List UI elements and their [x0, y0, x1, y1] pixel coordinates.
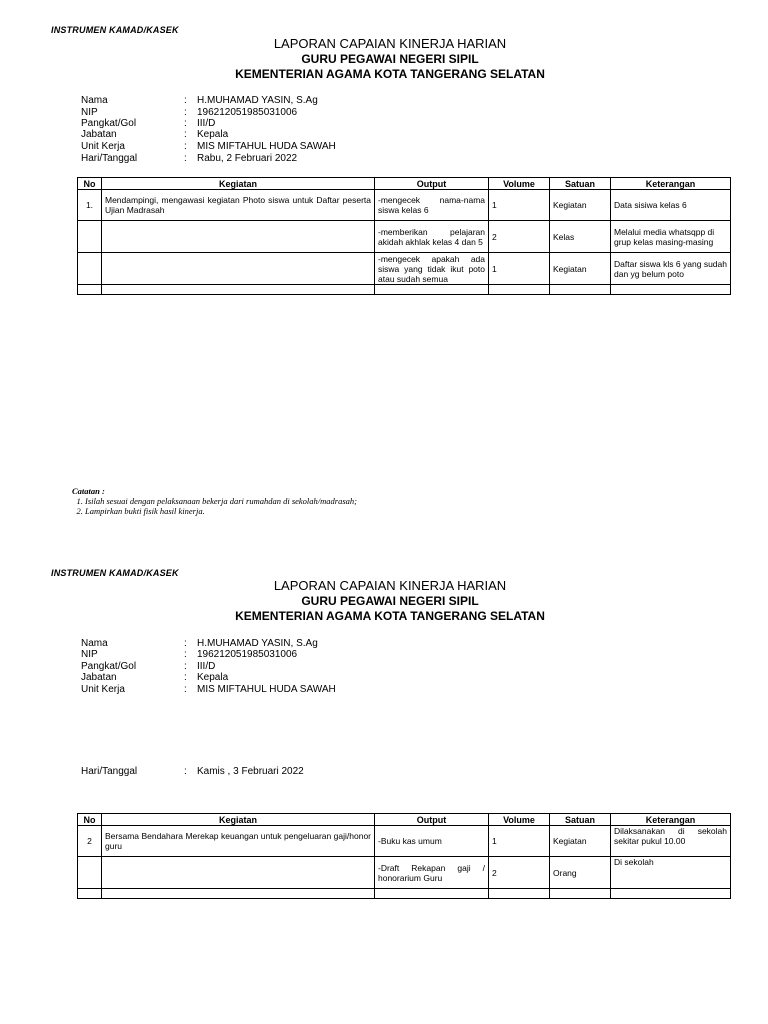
info-colon: :	[184, 638, 187, 649]
cell-output: -memberikan pelajaran akidah akhlak kelas 4 dan 5	[375, 221, 489, 253]
info-colon: :	[184, 118, 187, 129]
header-satuan: Satuan	[550, 814, 611, 826]
table-row	[78, 221, 731, 253]
note-item: 2. Lampirkan bukti fisik hasil kinerja.	[85, 506, 357, 516]
cell-kegiatan	[102, 857, 375, 889]
cell-output: -mengecek nama-nama siswa kelas 6	[375, 190, 489, 221]
cell-keterangan: Melalui media whatsqpp di grup kelas masing-masing	[611, 221, 731, 253]
table-header-row	[78, 814, 731, 826]
info-value: Kamis , 3 Februari 2022	[197, 766, 304, 777]
header-output: Output	[375, 178, 489, 190]
info-colon: :	[184, 672, 187, 683]
info-value: H.MUHAMAD YASIN, S.Ag	[197, 638, 318, 649]
info-value: Kepala	[197, 672, 229, 683]
notes-list	[72, 496, 357, 516]
info-value: MIS MIFTAHUL HUDA SAWAH	[197, 141, 336, 152]
table-row	[78, 253, 731, 285]
info-value: III/D	[197, 661, 216, 672]
info-value: Rabu, 2 Februari 2022	[197, 153, 298, 164]
info-label: Jabatan	[81, 672, 117, 683]
cell-kegiatan: Mendampingi, mengawasi kegiatan Photo siswa untuk Daftar peserta Ujian Madrasah	[102, 190, 375, 221]
cell-keterangan: Di sekolah	[611, 857, 731, 889]
info-value: 196212051985031006	[197, 107, 298, 118]
info-value: Kepala	[197, 129, 229, 140]
header-kegiatan: Kegiatan	[102, 178, 375, 190]
info-value: 196212051985031006	[197, 649, 298, 660]
info-label: NIP	[81, 649, 98, 660]
header-kegiatan: Kegiatan	[102, 814, 375, 826]
info-colon: :	[184, 95, 187, 106]
table-row	[78, 190, 731, 221]
info-label: Jabatan	[81, 129, 117, 140]
cell-output: -Draft Rekapan gaji / honorarium Guru	[375, 857, 489, 889]
info-label: Pangkat/Gol	[81, 661, 137, 672]
report-title: LAPORAN CAPAIAN KINERJA HARIAN	[273, 36, 507, 51]
info-colon: :	[184, 129, 187, 140]
header-no: No	[78, 178, 102, 190]
cell-volume: 2	[489, 857, 550, 889]
cell-kegiatan	[102, 285, 375, 295]
report-subtitle: GURU PEGAWAI NEGERI SIPIL	[301, 52, 479, 66]
report-institution: KEMENTERIAN AGAMA KOTA TANGERANG SELATAN	[235, 67, 545, 81]
cell-output: -Buku kas umum	[375, 826, 489, 857]
info-label: Nama	[81, 95, 108, 106]
activity-table	[77, 813, 731, 899]
cell-volume	[489, 889, 550, 899]
cell-output	[375, 889, 489, 899]
info-label: Unit Kerja	[81, 684, 125, 695]
cell-satuan	[550, 285, 611, 295]
cell-keterangan: Daftar siswa kls 6 yang sudah dan yg belum poto	[611, 253, 731, 285]
cell-no: 2	[78, 826, 102, 857]
info-value: MIS MIFTAHUL HUDA SAWAH	[197, 684, 336, 695]
table-row	[78, 857, 731, 889]
cell-no	[78, 221, 102, 253]
notes-title: Catatan :	[72, 486, 105, 496]
info-colon: :	[184, 766, 187, 777]
info-label: Pangkat/Gol	[81, 118, 137, 129]
info-label: Unit Kerja	[81, 141, 125, 152]
note-item: 1. Isilah sesuai dengan pelaksanaan bekerja dari rumahdan di sekolah/madrasah;	[85, 496, 357, 506]
header-satuan: Satuan	[550, 178, 611, 190]
cell-keterangan	[611, 889, 731, 899]
info-colon: :	[184, 661, 187, 672]
info-label: Nama	[81, 638, 108, 649]
cell-keterangan: Dilaksanakan di sekolah sekitar pukul 10.00	[611, 826, 731, 857]
instrument-label: INSTRUMEN KAMAD/KASEK	[51, 25, 179, 35]
cell-satuan: Kegiatan	[550, 826, 611, 857]
info-colon: :	[184, 684, 187, 695]
header-keterangan: Keterangan	[611, 178, 731, 190]
cell-keterangan	[611, 285, 731, 295]
info-colon: :	[184, 649, 187, 660]
info-label: Hari/Tanggal	[81, 766, 138, 777]
cell-keterangan: Data sisiwa kelas 6	[611, 190, 731, 221]
cell-satuan	[550, 889, 611, 899]
cell-satuan: Orang	[550, 857, 611, 889]
cell-volume: 2	[489, 221, 550, 253]
info-colon: :	[184, 153, 187, 164]
activity-table	[77, 177, 731, 295]
info-value: H.MUHAMAD YASIN, S.Ag	[197, 95, 318, 106]
cell-satuan: Kegiatan	[550, 190, 611, 221]
table-header-row	[78, 178, 731, 190]
cell-output: -mengecek apakah ada siswa yang tidak ikut poto atau sudah semua	[375, 253, 489, 285]
cell-kegiatan	[102, 221, 375, 253]
cell-no	[78, 857, 102, 889]
instrument-label: INSTRUMEN KAMAD/KASEK	[51, 568, 179, 578]
info-value: III/D	[197, 118, 216, 129]
cell-kegiatan	[102, 253, 375, 285]
info-label: NIP	[81, 107, 98, 118]
header-output: Output	[375, 814, 489, 826]
cell-volume: 1	[489, 253, 550, 285]
header-no: No	[78, 814, 102, 826]
info-label: Hari/Tanggal	[81, 153, 138, 164]
cell-volume: 1	[489, 826, 550, 857]
info-colon: :	[184, 107, 187, 118]
cell-no	[78, 889, 102, 899]
table-row	[78, 826, 731, 857]
header-volume: Volume	[489, 814, 550, 826]
table-row	[78, 285, 731, 295]
info-colon: :	[184, 141, 187, 152]
cell-kegiatan	[102, 889, 375, 899]
cell-no	[78, 253, 102, 285]
cell-no: 1.	[78, 190, 102, 221]
header-keterangan: Keterangan	[611, 814, 731, 826]
report-institution: KEMENTERIAN AGAMA KOTA TANGERANG SELATAN	[235, 609, 545, 623]
table-row	[78, 889, 731, 899]
notes-block	[72, 486, 357, 516]
cell-kegiatan: Bersama Bendahara Merekap keuangan untuk pengeluaran gaji/honor guru	[102, 826, 375, 857]
cell-volume: 1	[489, 190, 550, 221]
cell-satuan: Kelas	[550, 221, 611, 253]
report-title: LAPORAN CAPAIAN KINERJA HARIAN	[273, 578, 507, 593]
cell-volume	[489, 285, 550, 295]
cell-no	[78, 285, 102, 295]
report-subtitle: GURU PEGAWAI NEGERI SIPIL	[301, 594, 479, 608]
cell-output	[375, 285, 489, 295]
cell-satuan: Kegiatan	[550, 253, 611, 285]
header-volume: Volume	[489, 178, 550, 190]
